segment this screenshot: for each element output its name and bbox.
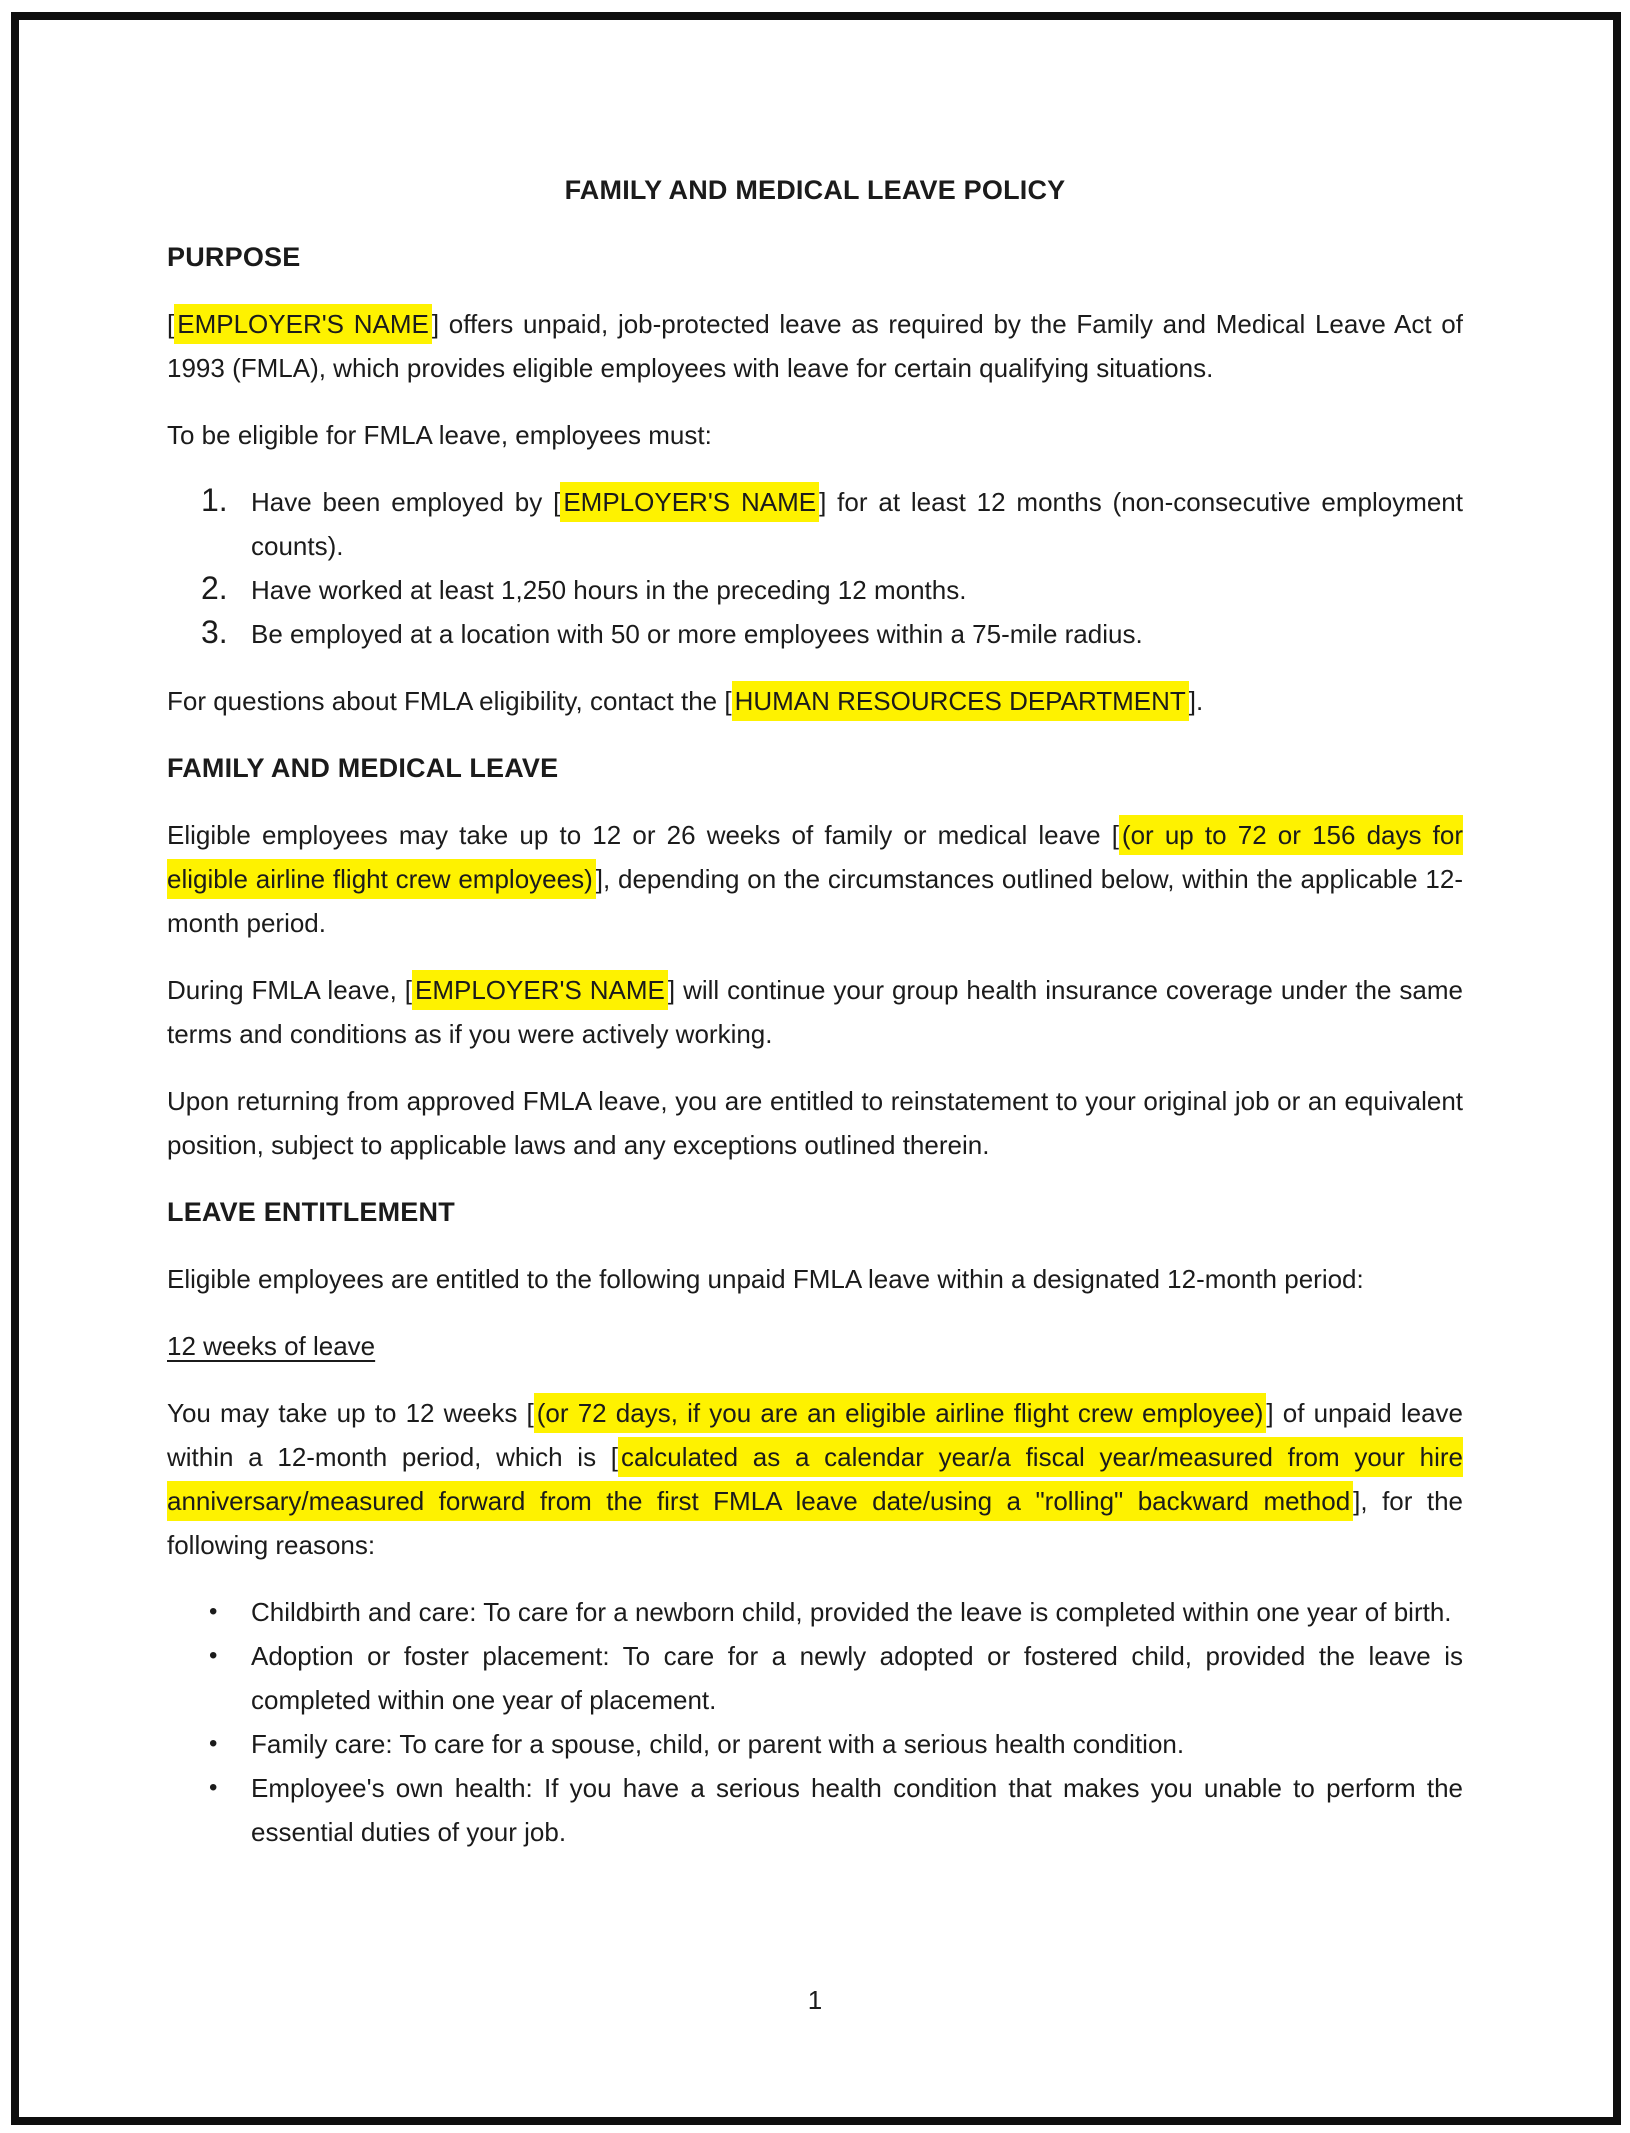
text-run: Childbirth and care: To care for a newborn child, provided the leave is completed within one year of birth. <box>251 1597 1452 1627</box>
text-run: Have been employed by [ <box>251 487 561 517</box>
highlighted-placeholder: (or up to 72 or 156 days for eligible airline flight crew employees) <box>167 815 1463 899</box>
paragraph <box>167 679 1463 723</box>
text-run: ] for at least 12 months (non-consecutive employment counts). <box>251 487 1463 561</box>
highlighted-placeholder: (or 72 days, if you are an eligible airline flight crew employee) <box>534 1393 1267 1433</box>
bullet-icon: • <box>209 1730 218 1757</box>
paragraph <box>167 302 1463 390</box>
text-run: Eligible employees may take up to 12 or 26 weeks of family or medical leave [ <box>167 820 1119 850</box>
list-item-text <box>251 619 1143 649</box>
list-item <box>167 1722 1463 1766</box>
numbered-list <box>167 480 1463 656</box>
paragraph <box>167 1257 1463 1301</box>
list-item-text <box>251 482 1463 561</box>
list-number: 1. <box>201 482 228 518</box>
list-item <box>167 568 1463 612</box>
list-item-text <box>251 1729 1184 1759</box>
text-run: During FMLA leave, [ <box>167 975 412 1005</box>
text-run: Adoption or foster placement: To care for a newly adopted or fostered child, provided the leave is completed within one year of placement. <box>251 1641 1463 1715</box>
bullet-icon: • <box>209 1598 218 1625</box>
paragraph <box>167 413 1463 457</box>
list-item-text <box>251 575 966 605</box>
page-number: 1 <box>807 1985 823 2015</box>
section-heading: PURPOSE <box>167 242 301 272</box>
text-run: You may take up to 12 weeks [ <box>167 1398 534 1428</box>
list-item <box>167 1766 1463 1854</box>
text-run: Family care: To care for a spouse, child, or parent with a serious health condition. <box>251 1729 1185 1759</box>
list-number: 2. <box>201 570 228 606</box>
text-run: ] of unpaid leave within a 12-month period, which is [ <box>167 1398 1463 1472</box>
paragraph <box>167 968 1463 1056</box>
document-body <box>167 235 1463 1854</box>
text-run: ]. <box>1188 686 1204 716</box>
page-content <box>167 0 1463 1877</box>
text-run: Eligible employees are entitled to the following unpaid FMLA leave within a designated 12-month period: <box>167 1264 1364 1294</box>
bullet-icon: • <box>209 1642 218 1669</box>
text-run: ] will continue your group health insurance coverage under the same terms and conditions as if you were actively working. <box>167 975 1463 1049</box>
text-run: For questions about FMLA eligibility, contact the [ <box>167 686 732 716</box>
underlined-subheading: 12 weeks of leave <box>167 1331 376 1361</box>
list-item-text <box>251 1597 1452 1627</box>
highlighted-placeholder: EMPLOYER'S NAME <box>174 304 432 344</box>
text-run: Be employed at a location with 50 or more employees within a 75-mile radius. <box>251 619 1143 649</box>
text-run: [ <box>167 309 175 339</box>
list-item-text <box>251 1641 1463 1715</box>
list-number: 3. <box>201 614 228 650</box>
list-item-text <box>251 1773 1463 1847</box>
text-run: Have worked at least 1,250 hours in the preceding 12 months. <box>251 575 967 605</box>
list-item <box>167 1590 1463 1634</box>
paragraph <box>167 1079 1463 1167</box>
text-run: ] offers unpaid, job-protected leave as required by the Family and Medical Leave Act of 1993 (FMLA), which provides eligible employees with leave for certain qualifying situations. <box>167 309 1463 383</box>
document-title: FAMILY AND MEDICAL LEAVE POLICY <box>564 175 1066 205</box>
text-run: Upon returning from approved FMLA leave, you are entitled to reinstatement to your original job or an equivalent position, subject to applicable laws and any exceptions outlined therein. <box>167 1086 1463 1160</box>
highlighted-placeholder: EMPLOYER'S NAME <box>412 970 668 1010</box>
text-run: To be eligible for FMLA leave, employees must: <box>167 420 712 450</box>
paragraph <box>167 813 1463 945</box>
bullet-list <box>167 1590 1463 1854</box>
section-heading: LEAVE ENTITLEMENT <box>167 1197 455 1227</box>
list-item <box>167 612 1463 656</box>
text-run: ], depending on the circumstances outlined below, within the applicable 12-month period. <box>167 864 1463 938</box>
list-item <box>167 480 1463 568</box>
section-heading: FAMILY AND MEDICAL LEAVE <box>167 753 559 783</box>
highlighted-placeholder: calculated as a calendar year/a fiscal year/measured from your hire anniversary/measured forward from the first FMLA leave date/using a "rolling" backward method <box>167 1437 1463 1521</box>
text-run: ], for the following reasons: <box>167 1486 1463 1560</box>
paragraph <box>167 1391 1463 1567</box>
text-run: Employee's own health: If you have a serious health condition that makes you unable to perform the essential duties of your job. <box>251 1773 1463 1847</box>
highlighted-placeholder: HUMAN RESOURCES DEPARTMENT <box>732 681 1189 721</box>
bullet-icon: • <box>209 1774 218 1801</box>
highlighted-placeholder: EMPLOYER'S NAME <box>560 482 819 522</box>
list-item <box>167 1634 1463 1722</box>
